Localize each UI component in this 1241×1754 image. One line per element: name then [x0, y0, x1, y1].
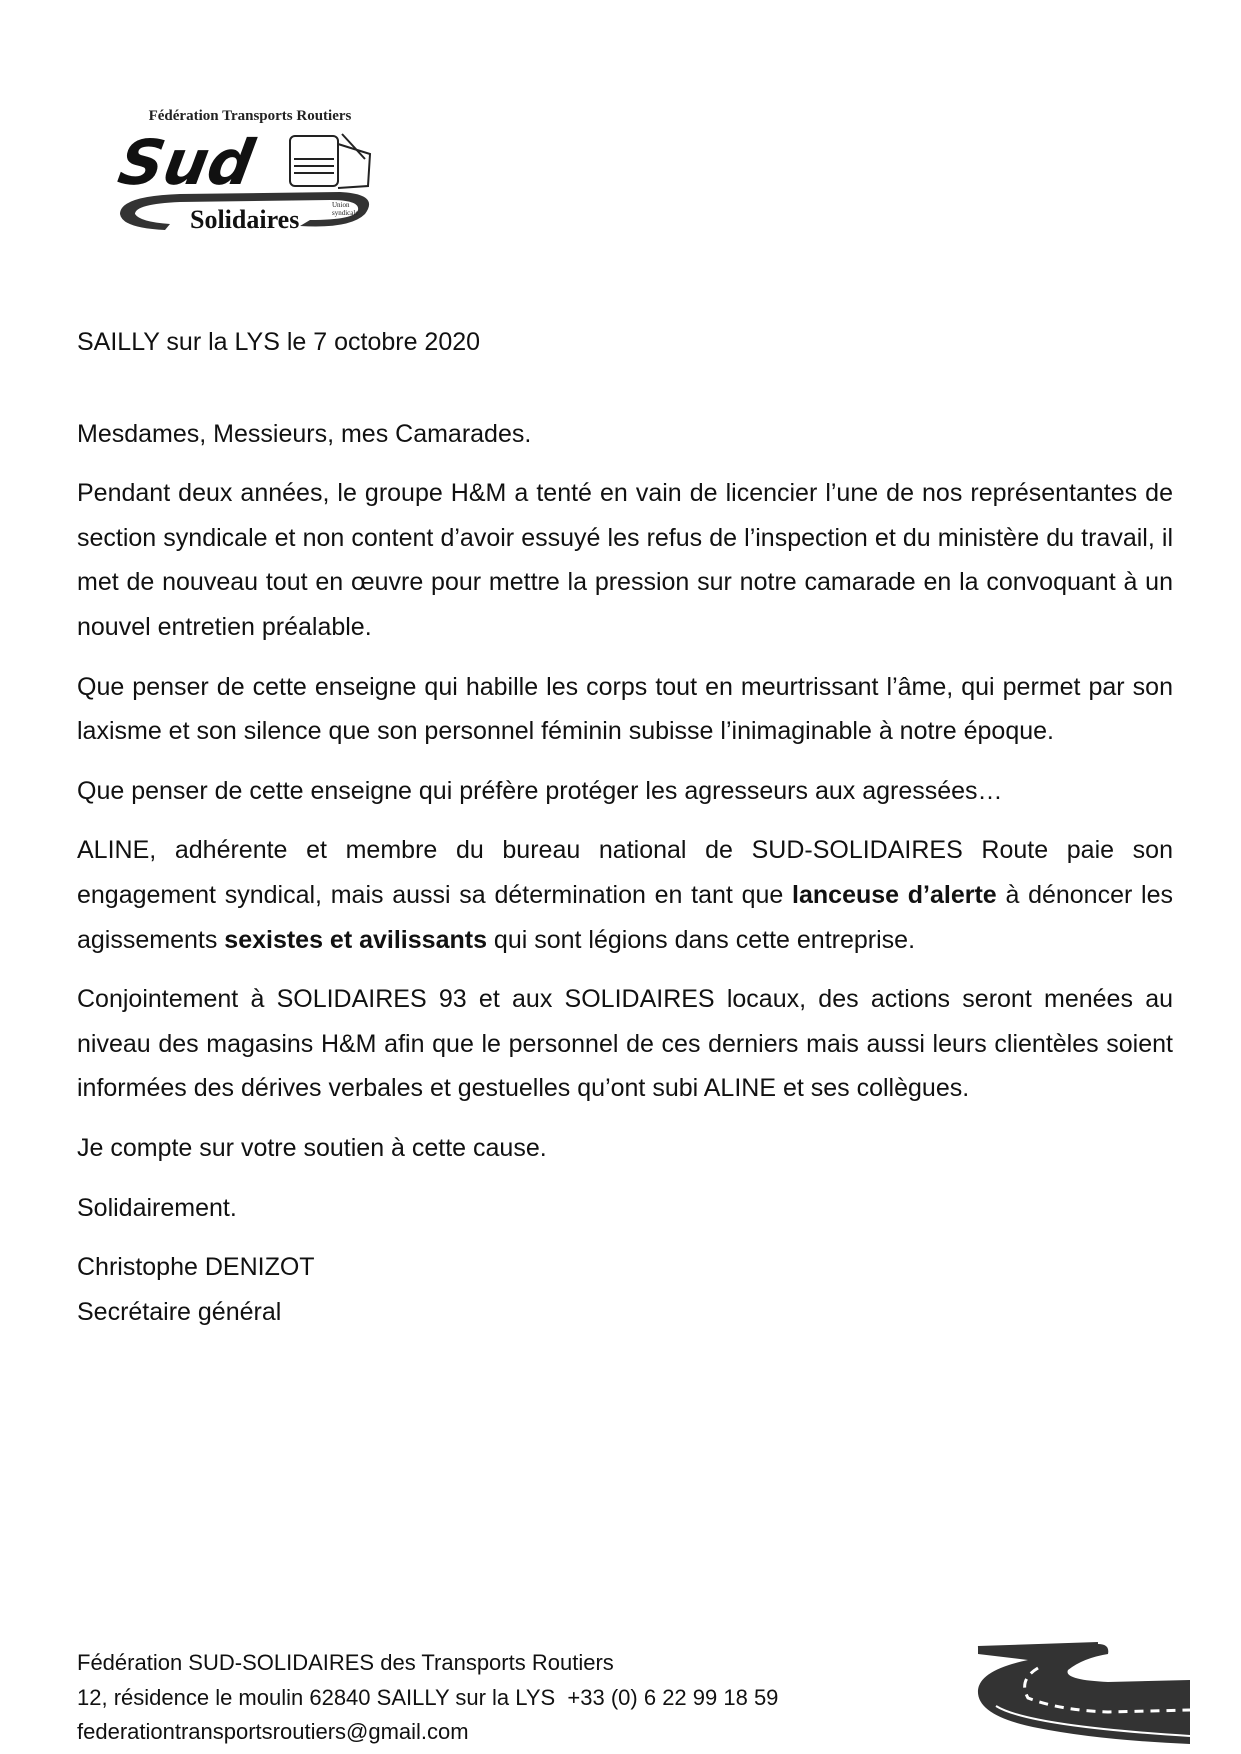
federation-logo: [110, 104, 390, 239]
footer-address: [77, 1646, 778, 1750]
signer-name: Christophe DENIZOT: [77, 1253, 315, 1282]
footer-line-1: Fédération SUD-SOLIDAIRES des Transports Routiers: [77, 1650, 614, 1675]
footer-email: federationtransportsroutiers@gmail.com: [77, 1719, 469, 1744]
signer-title: Secrétaire général: [77, 1297, 282, 1326]
text: à dénoncer les agissements: [77, 880, 1174, 954]
paragraph-3: Que penser de cette enseigne qui préfère protéger les agresseurs aux agressées…: [77, 776, 1003, 805]
bold-text: sexistes et avilissants: [224, 925, 487, 954]
letter-body: [77, 320, 1173, 1349]
salutation: Mesdames, Messieurs, mes Camarades.: [77, 419, 532, 448]
date-line: SAILLY sur la LYS le 7 octobre 2020: [77, 328, 481, 356]
paragraph-4: [77, 828, 1173, 962]
svg-text:Solidaires: Solidaires: [190, 205, 300, 234]
paragraph-5: Conjointement à SOLIDAIRES 93 et aux SOLIDAIRES locaux, des actions seront menées au niveau des magasins H&M afin que le personnel de ces derniers mais aussi leurs clientèles soient informées des dérives verbales et gestuelles qu’ont subi ALINE et ses collègues.: [77, 985, 1173, 1103]
text: qui sont légions dans cette entreprise.: [486, 925, 916, 954]
paragraph-6: Je compte sur votre soutien à cette cause.: [77, 1133, 547, 1162]
closing: Solidairement.: [77, 1193, 237, 1222]
road-icon: [968, 1640, 1190, 1744]
text: ALINE, adhérente et membre du bureau national de SUD-SOLIDAIRES Route paie son engagement syndical, mais aussi sa détermination en tant que: [77, 836, 1173, 909]
svg-text:Sud: Sud: [113, 126, 260, 199]
paragraph-1: Pendant deux années, le groupe H&M a tenté en vain de licencier l’une de nos représentantes de section syndicale et non content d’avoir essuyé les refus de l’inspection et du ministère du travail, il met de nouveau tout en œuvre pour mettre la pression sur notre camarade en la convoquant à un nouvel entretien préalable.: [77, 479, 1173, 641]
footer-line-2: 12, résidence le moulin 62840 SAILLY sur la LYS +33 (0) 6 22 99 18 59: [77, 1684, 779, 1710]
svg-text:Union: Union: [332, 201, 350, 209]
bold-text: lanceuse d’alerte: [792, 880, 997, 909]
svg-text:syndicale: syndicale: [332, 209, 359, 217]
svg-text:Fédération Transports Routiers: Fédération Transports Routiers: [148, 108, 352, 124]
paragraph-2: Que penser de cette enseigne qui habille les corps tout en meurtrissant l’âme, qui permet par son laxisme et son silence que son personnel féminin subisse l’inimaginable à notre époque.: [77, 672, 1173, 746]
